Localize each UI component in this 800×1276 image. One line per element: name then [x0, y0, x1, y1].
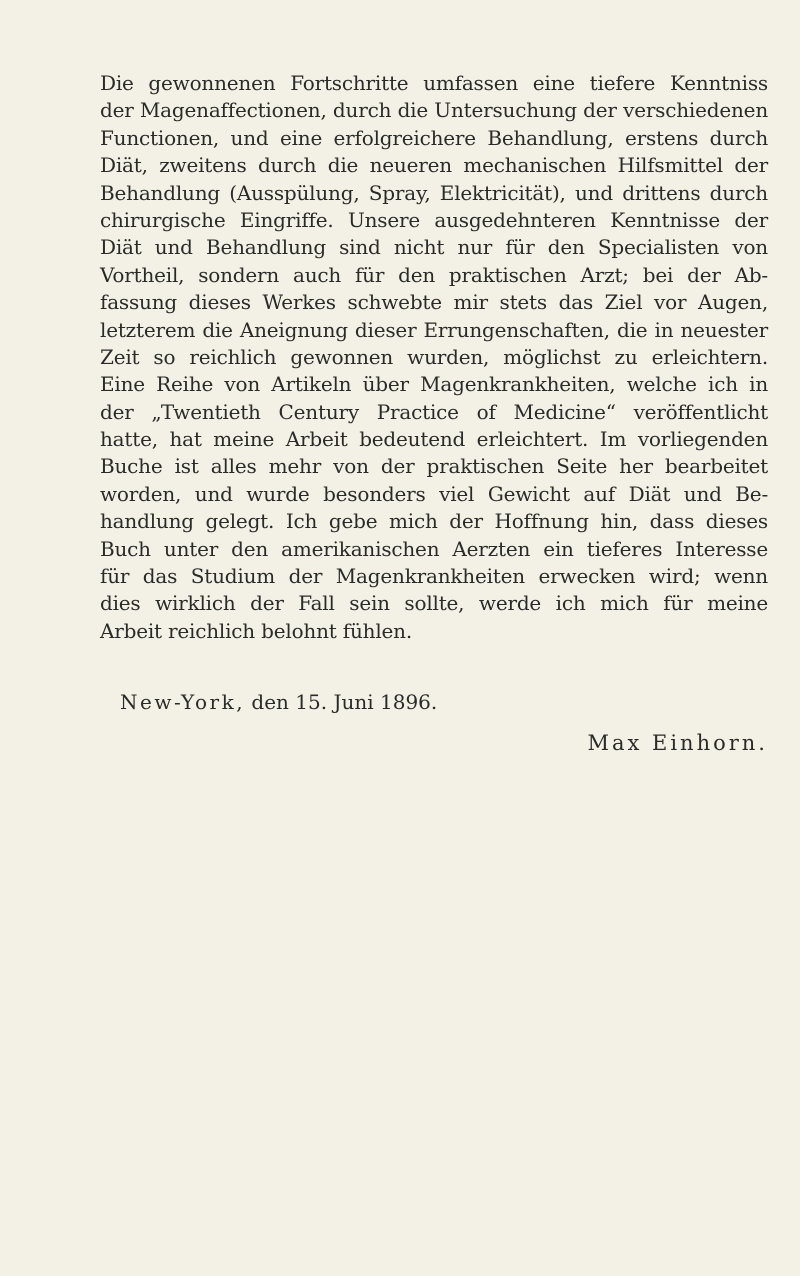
text-line: Diät und Behandlung sind nicht nur für den Specialisten von — [100, 235, 768, 260]
dateline — [120, 690, 437, 714]
text-line: chirurgische Eingriffe. Unsere ausgedehnteren Kenntnisse der — [100, 207, 768, 232]
text-line: Functionen, und eine erfolgreichere Behandlung, erstens durch — [100, 125, 768, 150]
text-line: Arbeit reichlich belohnt fühlen. — [100, 618, 413, 643]
text-line: für das Studium der Magenkrankheiten erwecken wird; wenn — [100, 564, 768, 589]
text-line: Zeit so reichlich gewonnen wurden, möglichst zu erleichtern. — [100, 344, 768, 369]
text-line: Die gewonnenen Fortschritte umfassen eine tiefere Kenntniss — [100, 71, 768, 95]
dateline-place: New-York, — [120, 690, 246, 714]
preface-text — [100, 70, 768, 645]
text-line: dies wirklich der Fall sein sollte, werde ich mich für meine — [100, 591, 768, 616]
text-line: Behandlung (Ausspülung, Spray, Elektricität), und drittens durch — [100, 180, 768, 205]
text-line: Buch unter den amerikanischen Aerzten ein tieferes Interesse — [100, 536, 768, 561]
text-line: letzterem die Aneignung dieser Errungenschaften, die in neuester — [100, 317, 768, 342]
dateline-date: den 15. Juni 1896. — [251, 690, 438, 714]
text-line: fassung dieses Werkes schwebte mir stets das Ziel vor Augen, — [100, 290, 768, 315]
text-line: Eine Reihe von Artikeln über Magenkrankheiten, welche ich in — [100, 372, 768, 397]
text-line: hatte, hat meine Arbeit bedeutend erleichtert. Im vorliegenden — [100, 427, 768, 452]
author-signature: Max Einhorn. — [587, 731, 768, 755]
text-line: handlung gelegt. Ich gebe mich der Hoffnung hin, dass dieses — [100, 509, 768, 534]
text-line: der Magenaffectionen, durch die Untersuchung der verschiedenen — [100, 98, 768, 123]
text-line: Diät, zweitens durch die neueren mechanischen Hilfsmittel der — [100, 153, 768, 178]
text-line: der „Twentieth Century Practice of Medicine“ veröffentlicht — [100, 399, 768, 424]
text-line: Vortheil, sondern auch für den praktischen Arzt; bei der Ab- — [100, 262, 768, 287]
text-line: Buche ist alles mehr von der praktischen Seite her bearbeitet — [100, 454, 768, 479]
text-line: worden, und wurde besonders viel Gewicht auf Diät und Be- — [100, 481, 768, 506]
